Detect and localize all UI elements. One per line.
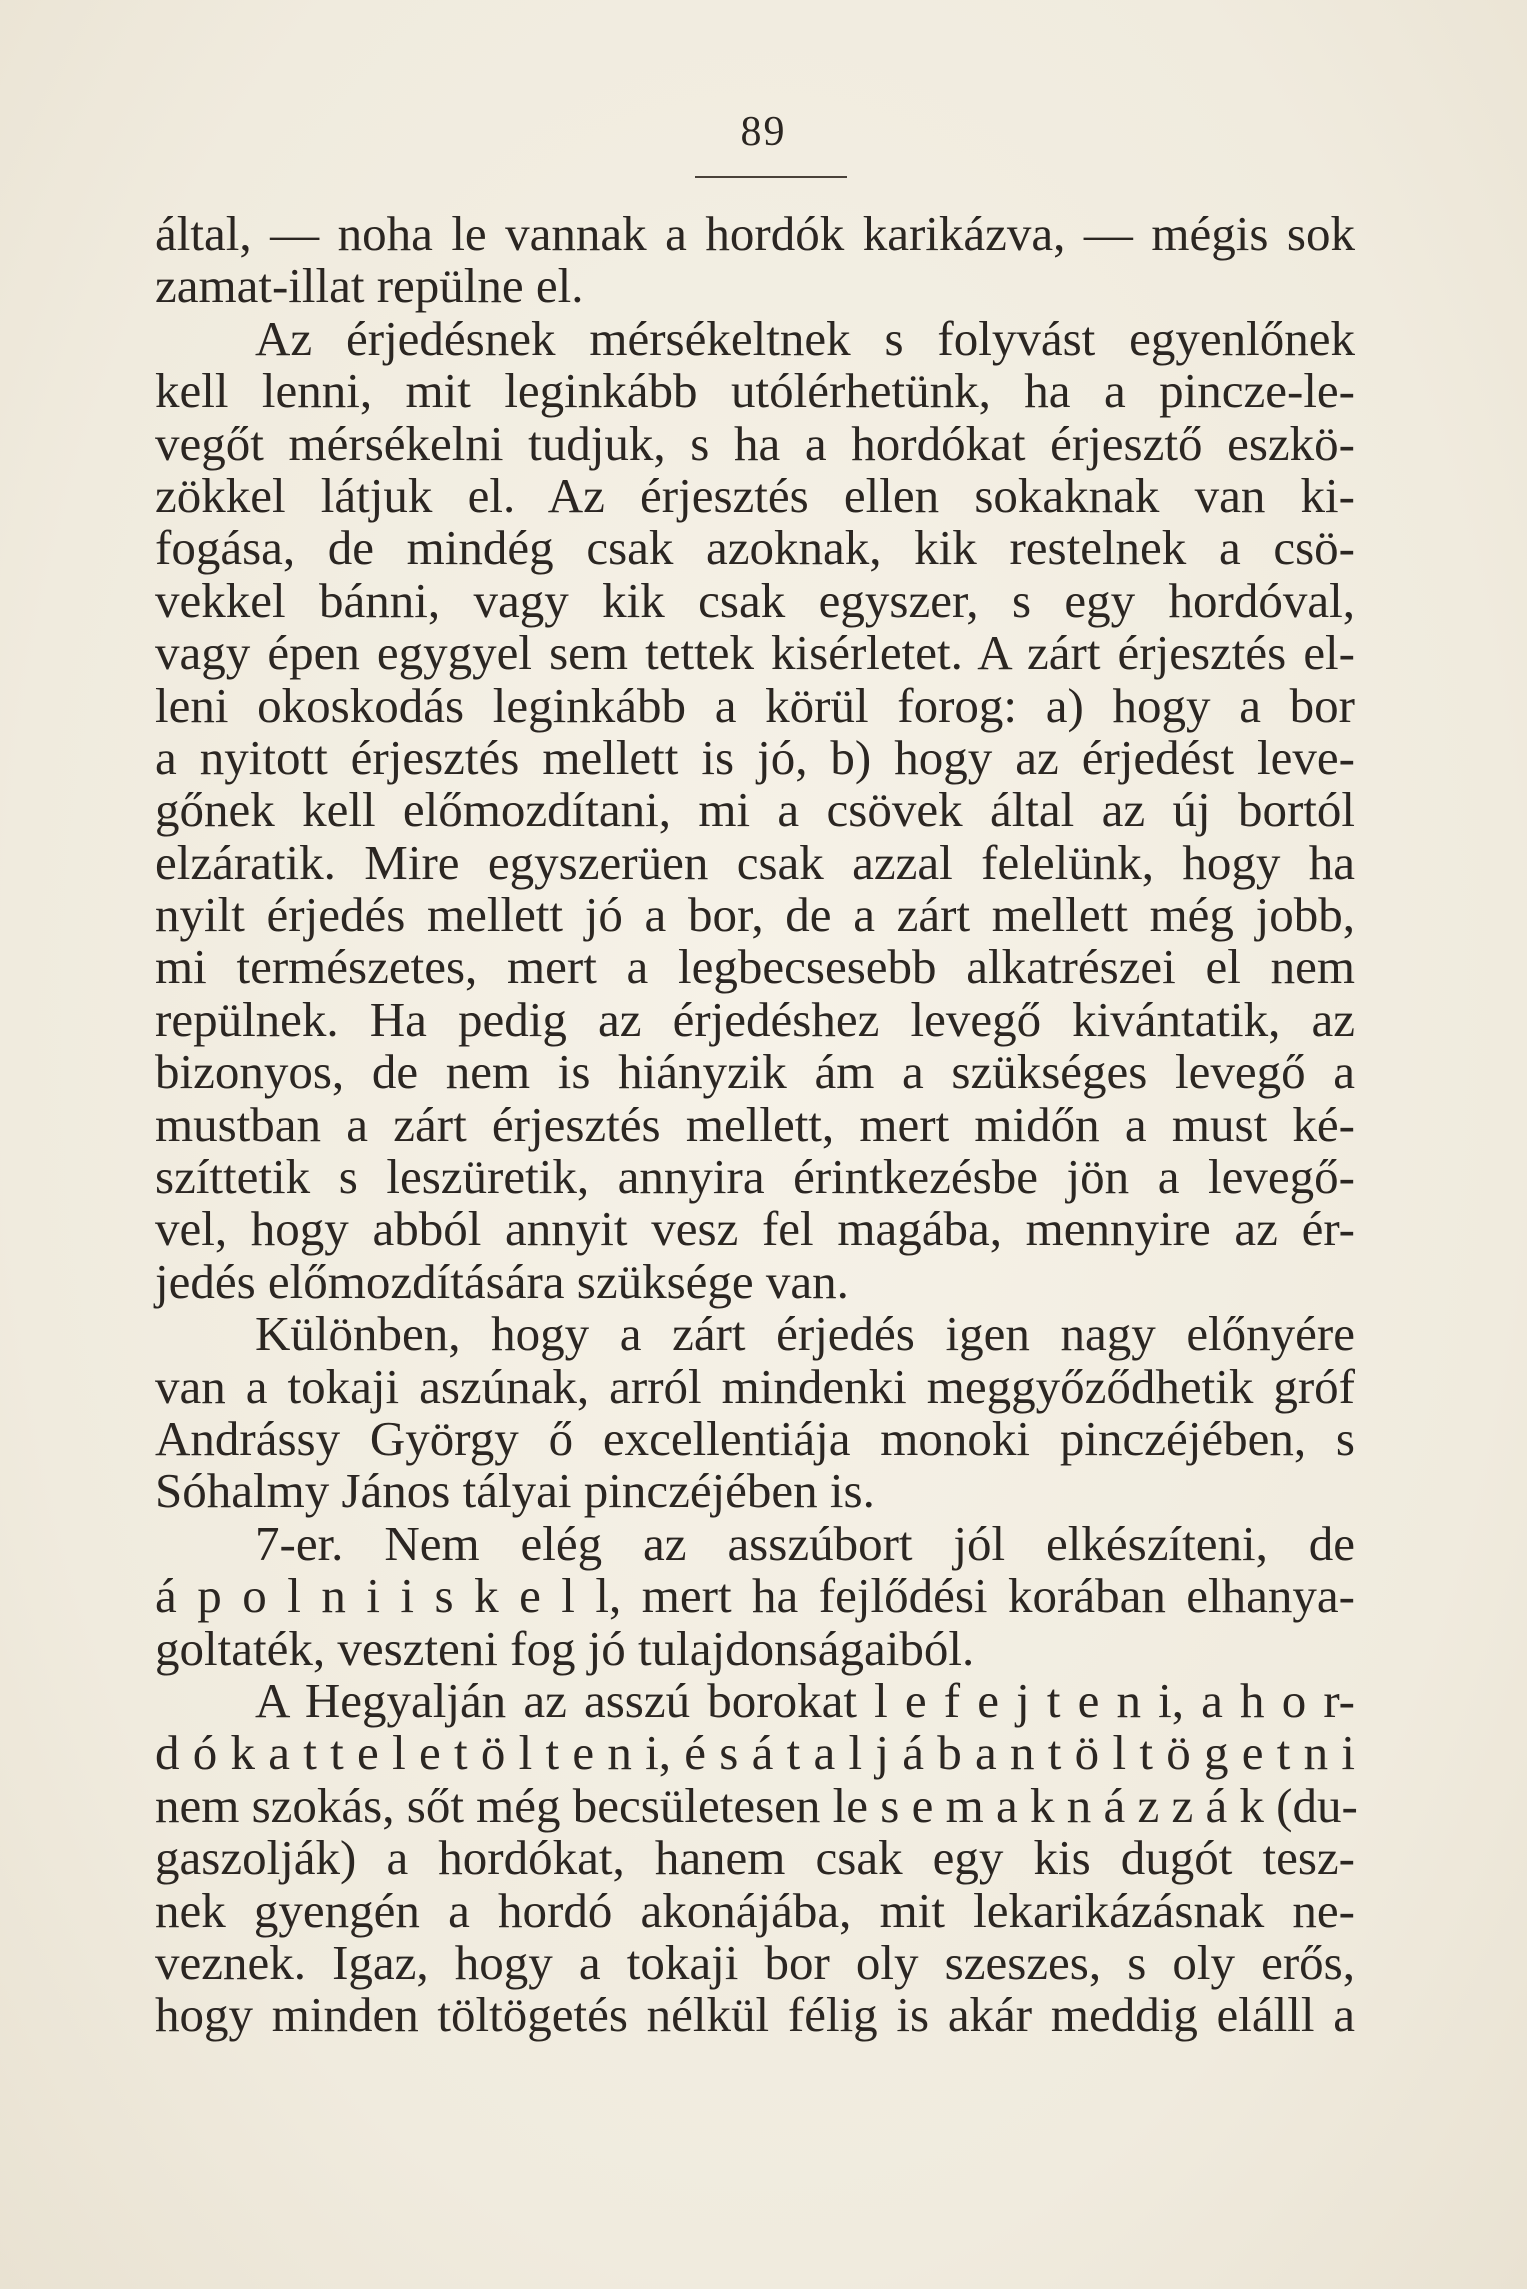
text-line: repülnek. Ha pedig az érjedéshez levegő kivántatik, az [155,991,1355,1047]
text-line: á p o l n i i s k e l l, mert ha fejlődési korában elhanya- [155,1568,1355,1624]
text-line: vel, hogy abból annyit vesz fel magába, mennyire az ér- [155,1201,1355,1257]
text-line: veznek. Igaz, hogy a tokaji bor oly szeszes, s oly erős, [155,1934,1355,1990]
text-line: vegőt mérsékelni tudjuk, s ha a hordókat érjesztő eszkö- [155,415,1355,471]
text-line: leni okoskodás leginkább a körül forog: a) hogy a bor [155,677,1355,733]
text-line: nek gyengén a hordó akonájába, mit lekarikázásnak ne- [155,1882,1355,1938]
text-line: Sóhalmy János tályai pinczéjében is. [155,1463,875,1519]
text-line: mustban a zárt érjesztés mellett, mert midőn a must ké- [155,1096,1355,1152]
text-line: Különben, hogy a zárt érjedés igen nagy előnyére [255,1306,1355,1362]
text-line: van a tokaji aszúnak, arról mindenki meggyőződhetik gróf [155,1358,1355,1414]
text-line: jedés előmozdítására szüksége van. [155,1253,849,1309]
text-line: mi természetes, mert a legbecsesebb alkatrészei el nem [155,939,1355,995]
text-line: goltaték, veszteni fog jó tulajdonságaiból. [155,1620,975,1676]
text-line: vekkel bánni, vagy kik csak egyszer, s egy hordóval, [155,572,1355,628]
text-line: elzáratik. Mire egyszerüen csak azzal felelünk, hogy ha [155,834,1355,890]
text-line: által, — noha le vannak a hordók karikázva, — mégis sok [155,206,1355,261]
text-line: zamat-illat repülne el. [155,258,584,314]
page-number: 89 [740,109,787,155]
text-line: A Hegyalján az asszú borokat l e f e j t e n i, a h o r- [255,1672,1355,1728]
text-line: nyilt érjedés mellett jó a bor, de a zárt mellett még jobb, [155,887,1355,943]
text-line: gaszolják) a hordókat, hanem csak egy kis dugót tesz- [155,1830,1355,1886]
text-line: gőnek kell előmozdítani, mi a csövek által az új bortól [155,782,1355,838]
text-line: fogása, de mindég csak azoknak, kik restelnek a csö- [155,520,1355,576]
text-line: Az érjedésnek mérsékeltnek s folyvást egyenlőnek [255,310,1355,366]
text-line: vagy épen egygyel sem tettek kisérletet. A zárt érjesztés el- [155,625,1355,681]
text-line: a nyitott érjesztés mellett is jó, b) hogy az érjedést leve- [155,729,1355,785]
text-line: szíttetik s leszüretik, annyira érintkezésbe jön a levegő- [155,1149,1355,1205]
header-rule [695,176,847,178]
text-line: nem szokás, sőt még becsületesen le s e m a k n á z z á k (du- [155,1777,1358,1833]
text-line: 7-er. Nem elég az asszúbort jól elkészíteni, de [255,1515,1355,1571]
text-line: kell lenni, mit leginkább utólérhetünk, ha a pincze-le- [155,363,1355,419]
text-line: zökkel látjuk el. Az érjesztés ellen sokaknak van ki- [155,467,1355,523]
text-line: Andrássy György ő excellentiája monoki pinczéjében, s [155,1410,1355,1466]
body-text [155,206,1358,2043]
text-line: bizonyos, de nem is hiányzik ám a szükséges levegő a [155,1044,1355,1100]
text-line: d ó k a t t e l e t ö l t e n i, é s á t a l j á b a n t ö l t ö g e t n i [155,1725,1355,1781]
text-line: hogy minden töltögetés nélkül félig is akár meddig elálll a [155,1987,1355,2043]
